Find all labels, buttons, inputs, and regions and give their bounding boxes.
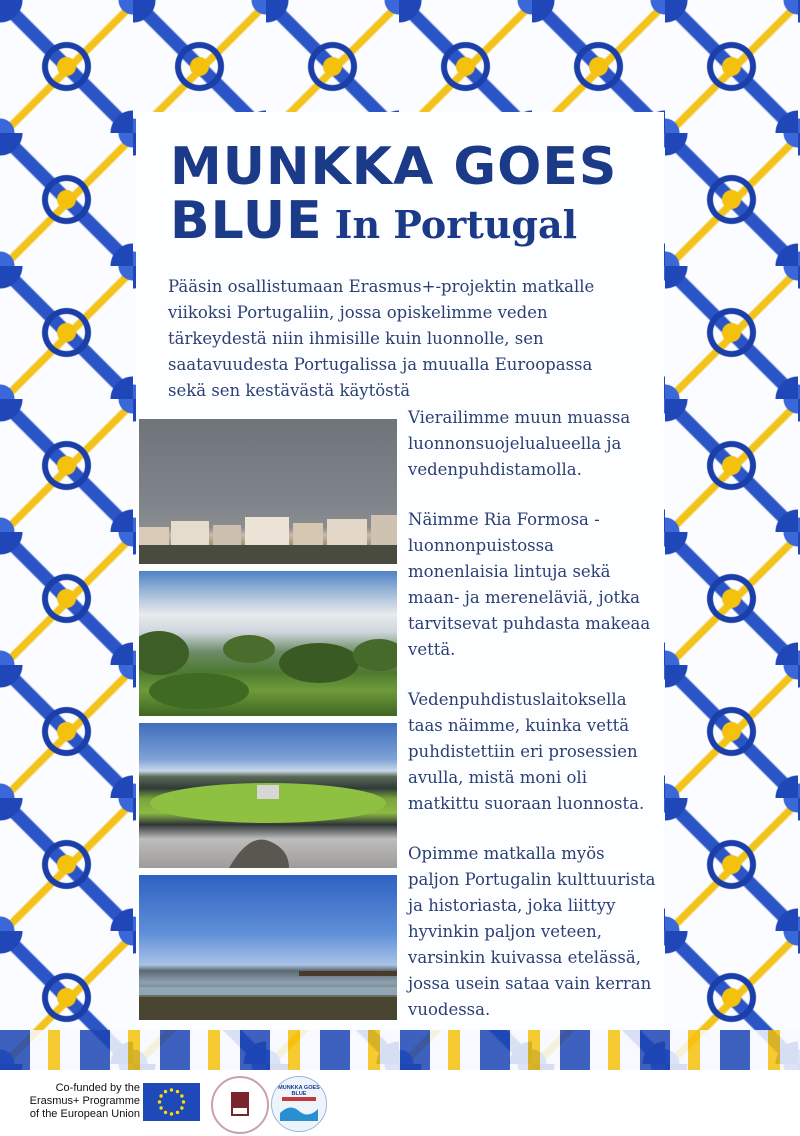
cofund-line-1: Co-funded by the bbox=[55, 1082, 140, 1094]
title-line-2: BLUE bbox=[170, 191, 323, 251]
cofund-line-3: of the European Union bbox=[29, 1108, 140, 1120]
title-subtitle: In Portugal bbox=[334, 202, 578, 247]
paragraph-visit: Vierailimme muun muassa luonnonsuojelualueella ja vedenpuhdistamolla. bbox=[408, 408, 631, 479]
munkka-goes-blue-logo bbox=[271, 1076, 327, 1132]
school-crest-logo bbox=[211, 1076, 269, 1134]
photo-water-treatment-tank bbox=[139, 723, 397, 868]
intro-paragraph: Pääsin osallistumaan Erasmus+-projektin matkalle viikoksi Portugaliin, jossa opiskelimme veden tärkeydestä niin ihmisille kuin luonnolle, sen saatavuudesta Portugalissa ja muualla Euroopassa sekä sen kestävästä käytöstä bbox=[168, 277, 595, 400]
eu-flag-icon bbox=[143, 1083, 200, 1121]
logo-text: MUNKKA GOES BLUE bbox=[278, 1085, 320, 1097]
photo-lagoon-boardwalk bbox=[139, 875, 397, 1020]
paragraph-culture: Opimme matkalla myös paljon Portugalin kulttuurista ja historiasta, joka liittyy hyvinkin paljon veteen, varsinkin kuivassa etelässä, jossa usein sataa vain kerran vuodessa. bbox=[408, 844, 656, 1019]
cofund-line-2: Erasmus+ Programme bbox=[29, 1095, 140, 1107]
page-title bbox=[170, 137, 640, 251]
title-line-1: MUNKKA GOES bbox=[170, 137, 618, 197]
paragraph-water-treatment: Vedenpuhdistuslaitoksella taas näimme, kuinka vettä puhdistettiin eri prosessien avulla, mistä moni oli matkittu suoraan luonnosta. bbox=[408, 690, 645, 813]
paragraph-ria-formosa: Näimme Ria Formosa -luonnonpuistossa monenlaisia lintuja sekä maan- ja mereneläviä, jotka tarvitsevat puhdasta makeaa vettä. bbox=[408, 510, 651, 659]
photo-nature-reserve bbox=[139, 571, 397, 716]
cofund-text bbox=[10, 1082, 140, 1121]
bottom-tile-strip bbox=[0, 1030, 800, 1070]
photo-town-skyline bbox=[139, 419, 397, 564]
